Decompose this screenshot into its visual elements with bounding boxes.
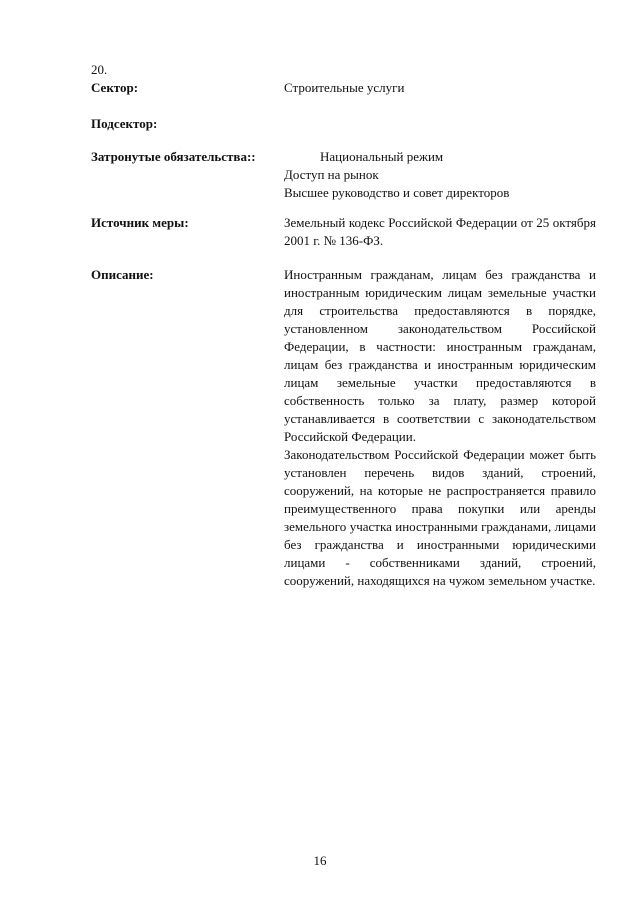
obligation-item: Доступ на рынок — [284, 167, 379, 182]
subsector-label: Подсектор: — [91, 116, 158, 131]
obligations-label: Затронутые обязательства:: — [91, 149, 256, 164]
description-body — [284, 266, 596, 590]
description-paragraph: Иностранным гражданам, лицам без гражданства и иностранным юридическим лицам земельные участки для строительства предоставляются в порядке, установленном законодательством Российской Федерации, в частности: иностранным гражданам, лицам без гражданства и иностранным юридическим лицам земельные участки предоставляются в собственность только за плату, размер которой устанавливается в соответствии с законодательством Российской Федерации. — [284, 267, 596, 444]
obligations-list — [284, 148, 596, 202]
obligation-item: Высшее руководство и совет директоров — [284, 185, 510, 200]
source-label: Источник меры: — [91, 215, 189, 230]
sector-label: Сектор: — [91, 80, 139, 95]
source-text: Земельный кодекс Российской Федерации от 25 октября 2001 г. № 136-ФЗ. — [284, 215, 596, 248]
description-label: Описание: — [91, 267, 154, 282]
obligation-item: Национальный режим — [320, 149, 444, 164]
page-number: 16 — [313, 853, 327, 868]
entry-number: 20. — [91, 62, 108, 77]
description-paragraph: Законодательством Российской Федерации может быть установлен перечень видов зданий, строений, сооружений, на которые не распространяется правило преимущественного права покупки или аренды земельного участка иностранными гражданами, лицами без гражданства и иностранными юридическими лицами - собственниками зданий, строений, сооружений, находящихся на чужом земельном участке. — [284, 447, 596, 588]
sector-value: Строительные услуги — [284, 80, 405, 95]
